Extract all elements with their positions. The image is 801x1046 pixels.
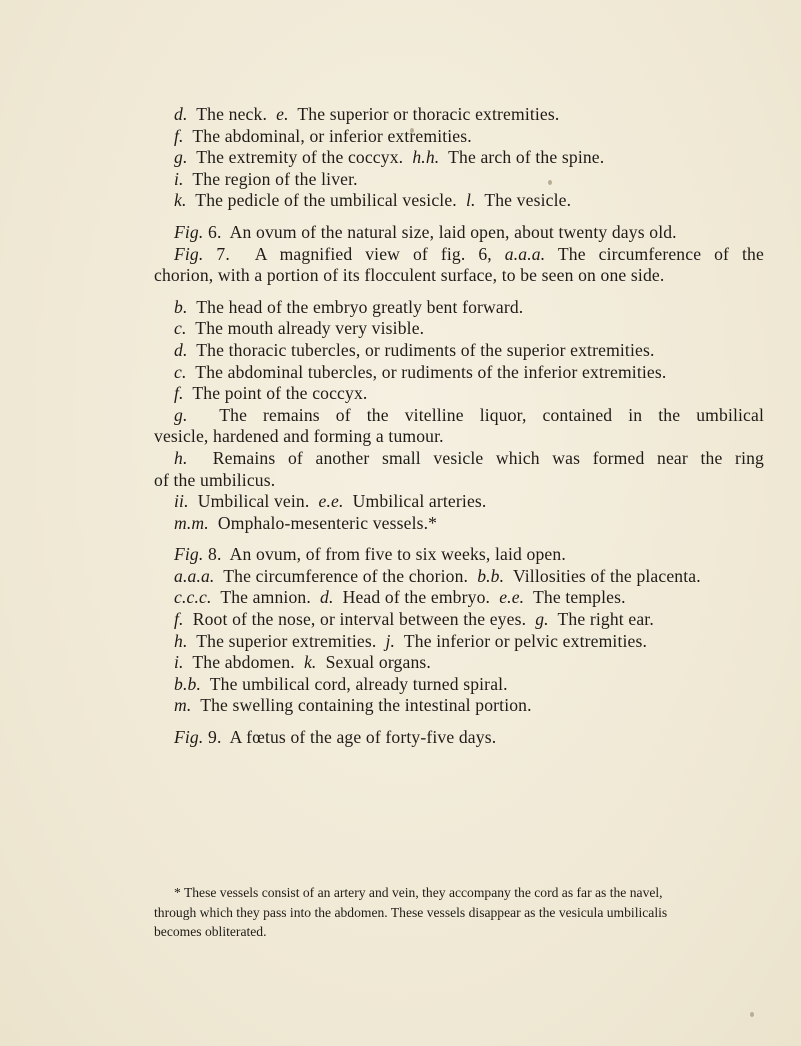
letter-key: a.a.a. <box>504 243 546 264</box>
line-text: Sexual organs. <box>325 652 431 673</box>
letter-key: c. <box>174 361 187 382</box>
fig8-item <box>174 674 764 696</box>
fig7-item <box>174 362 764 384</box>
footnote <box>154 883 766 942</box>
line-text: The thoracic tubercles, or rudiments of the superior extremities. <box>196 339 655 360</box>
fig7-item <box>174 405 764 427</box>
text-line <box>174 147 764 169</box>
line-text: The arch of the spine. <box>448 147 605 168</box>
line-text: vesicle, hardened and forming a tumour. <box>154 426 444 447</box>
line-text: of the umbilicus. <box>154 469 276 490</box>
letter-key: k. <box>303 652 317 673</box>
fig-label: Fig. <box>174 727 204 748</box>
fig6-caption <box>174 222 764 244</box>
fig-text: The circumference of the <box>557 243 764 264</box>
page-speck <box>750 1012 754 1017</box>
fig7-item-continued <box>154 470 764 492</box>
line-text: The remains of the vitelline liquor, contained in the umbilical <box>219 404 765 425</box>
line-text: The right ear. <box>557 609 654 630</box>
fig8-caption <box>174 544 764 566</box>
fig7-item-continued <box>154 426 764 448</box>
line-text: The mouth already very visible. <box>195 318 425 339</box>
letter-key: i. <box>174 168 184 189</box>
fig7-item <box>174 513 764 535</box>
letter-key: b. <box>174 296 188 317</box>
line-text: Umbilical arteries. <box>352 491 487 512</box>
letter-key: d. <box>174 339 188 360</box>
fig8-item <box>174 609 764 631</box>
letter-key: b.b. <box>174 673 201 694</box>
line-text: The extremity of the coccyx. <box>196 147 404 168</box>
line-text: Umbilical vein. <box>197 491 310 512</box>
letter-key: g. <box>174 404 188 425</box>
letter-key: f. <box>174 125 184 146</box>
line-text: The umbilical cord, already turned spiral. <box>209 673 508 694</box>
line-text: Root of the nose, or interval between the eyes. <box>192 609 527 630</box>
fig-number: 6. <box>208 221 222 242</box>
fig-number: 9. <box>208 727 222 748</box>
letter-key: f. <box>174 383 184 404</box>
text-line <box>174 169 764 191</box>
fig8-item <box>174 631 764 653</box>
line-text: The head of the embryo greatly bent forward. <box>196 296 524 317</box>
letter-key: c. <box>174 318 187 339</box>
fig7-item <box>174 383 764 405</box>
letter-key: h. <box>174 630 188 651</box>
fig8-item <box>174 587 764 609</box>
letter-key: f. <box>174 609 184 630</box>
letter-key: e. <box>276 104 289 124</box>
line-text: The vesicle. <box>484 190 572 211</box>
line-text: The point of the coccyx. <box>192 383 368 404</box>
fig-number: 8. <box>208 544 222 565</box>
fig8-item <box>174 652 764 674</box>
footnote-line: * These vessels consist of an artery and vein, they accompany the cord as far as the navel, <box>174 885 663 900</box>
line-text: The inferior or pelvic extremities. <box>403 630 648 651</box>
letter-key: b.b. <box>477 565 505 586</box>
fig7-item <box>174 297 764 319</box>
footnote-line: through which they pass into the abdomen. These vessels disappear as the vesicula umbilicalis <box>154 904 668 920</box>
letter-key: a.a.a. <box>174 565 215 586</box>
letter-key: c.c.c. <box>174 587 212 608</box>
fig-number: 7. <box>216 243 230 264</box>
fig9-caption <box>174 727 764 749</box>
line-text: The abdominal tubercles, or rudiments of the inferior extremities. <box>195 361 667 382</box>
body-text <box>154 104 765 749</box>
line-text: The neck. <box>196 104 267 124</box>
fig8-item <box>174 566 764 588</box>
letter-key: k. <box>174 190 187 211</box>
fig7-caption <box>174 244 764 266</box>
letter-key: ii. <box>174 491 189 512</box>
letter-key: e.e. <box>499 587 525 608</box>
fig-label: Fig. <box>174 221 204 242</box>
letter-key: g. <box>174 147 188 168</box>
fig-text: An ovum, of from five to six weeks, laid open. <box>229 544 566 565</box>
letter-key: m. <box>174 695 192 716</box>
line-text: The swelling containing the intestinal portion. <box>200 695 532 716</box>
fig7-caption-continued <box>154 265 764 287</box>
fig-text: chorion, with a portion of its flocculent surface, to be seen on one side. <box>154 265 665 286</box>
letter-key: d. <box>320 587 334 608</box>
letter-key: m.m. <box>174 512 209 533</box>
line-text: The temples. <box>532 587 626 608</box>
letter-key: j. <box>385 630 396 651</box>
fig7-item <box>174 318 764 340</box>
fig7-item <box>174 448 764 470</box>
footnote-line: becomes obliterated. <box>154 924 267 939</box>
line-text: Omphalo-mesenteric vessels.* <box>217 512 438 533</box>
letter-key: h.h. <box>412 147 440 168</box>
letter-key: l. <box>465 190 476 211</box>
line-text: The abdominal, or inferior extremities. <box>192 125 472 146</box>
text-line <box>174 126 764 148</box>
line-text: The superior or thoracic extremities. <box>297 104 560 124</box>
line-text: Remains of another small vesicle which was formed near the ring <box>212 447 764 468</box>
letter-key: d. <box>174 104 188 124</box>
fig-text: An ovum of the natural size, laid open, about twenty days old. <box>229 221 677 242</box>
line-text: The region of the liver. <box>192 168 358 189</box>
letter-key: g. <box>535 609 549 630</box>
fig-label: Fig. <box>174 243 204 264</box>
fig-label: Fig. <box>174 544 204 565</box>
letter-key: h. <box>174 447 188 468</box>
letter-key: e.e. <box>318 491 344 512</box>
line-text: The amnion. <box>220 587 311 608</box>
line-text: Villosities of the placenta. <box>512 565 701 586</box>
line-text: The superior extremities. <box>196 630 377 651</box>
fig-text: A fœtus of the age of forty-five days. <box>229 727 497 748</box>
text-line <box>174 104 764 126</box>
text-line <box>174 190 764 212</box>
line-text: Head of the embryo. <box>342 587 491 608</box>
letter-key: i. <box>174 652 184 673</box>
fig-text: A magnified view of fig. 6, <box>254 243 492 264</box>
line-text: The pedicle of the umbilical vesicle. <box>195 190 457 211</box>
fig7-item <box>174 340 764 362</box>
fig7-item <box>174 491 764 513</box>
line-text: The circumference of the chorion. <box>223 565 469 586</box>
fig8-item <box>174 695 764 717</box>
line-text: The abdomen. <box>192 652 295 673</box>
